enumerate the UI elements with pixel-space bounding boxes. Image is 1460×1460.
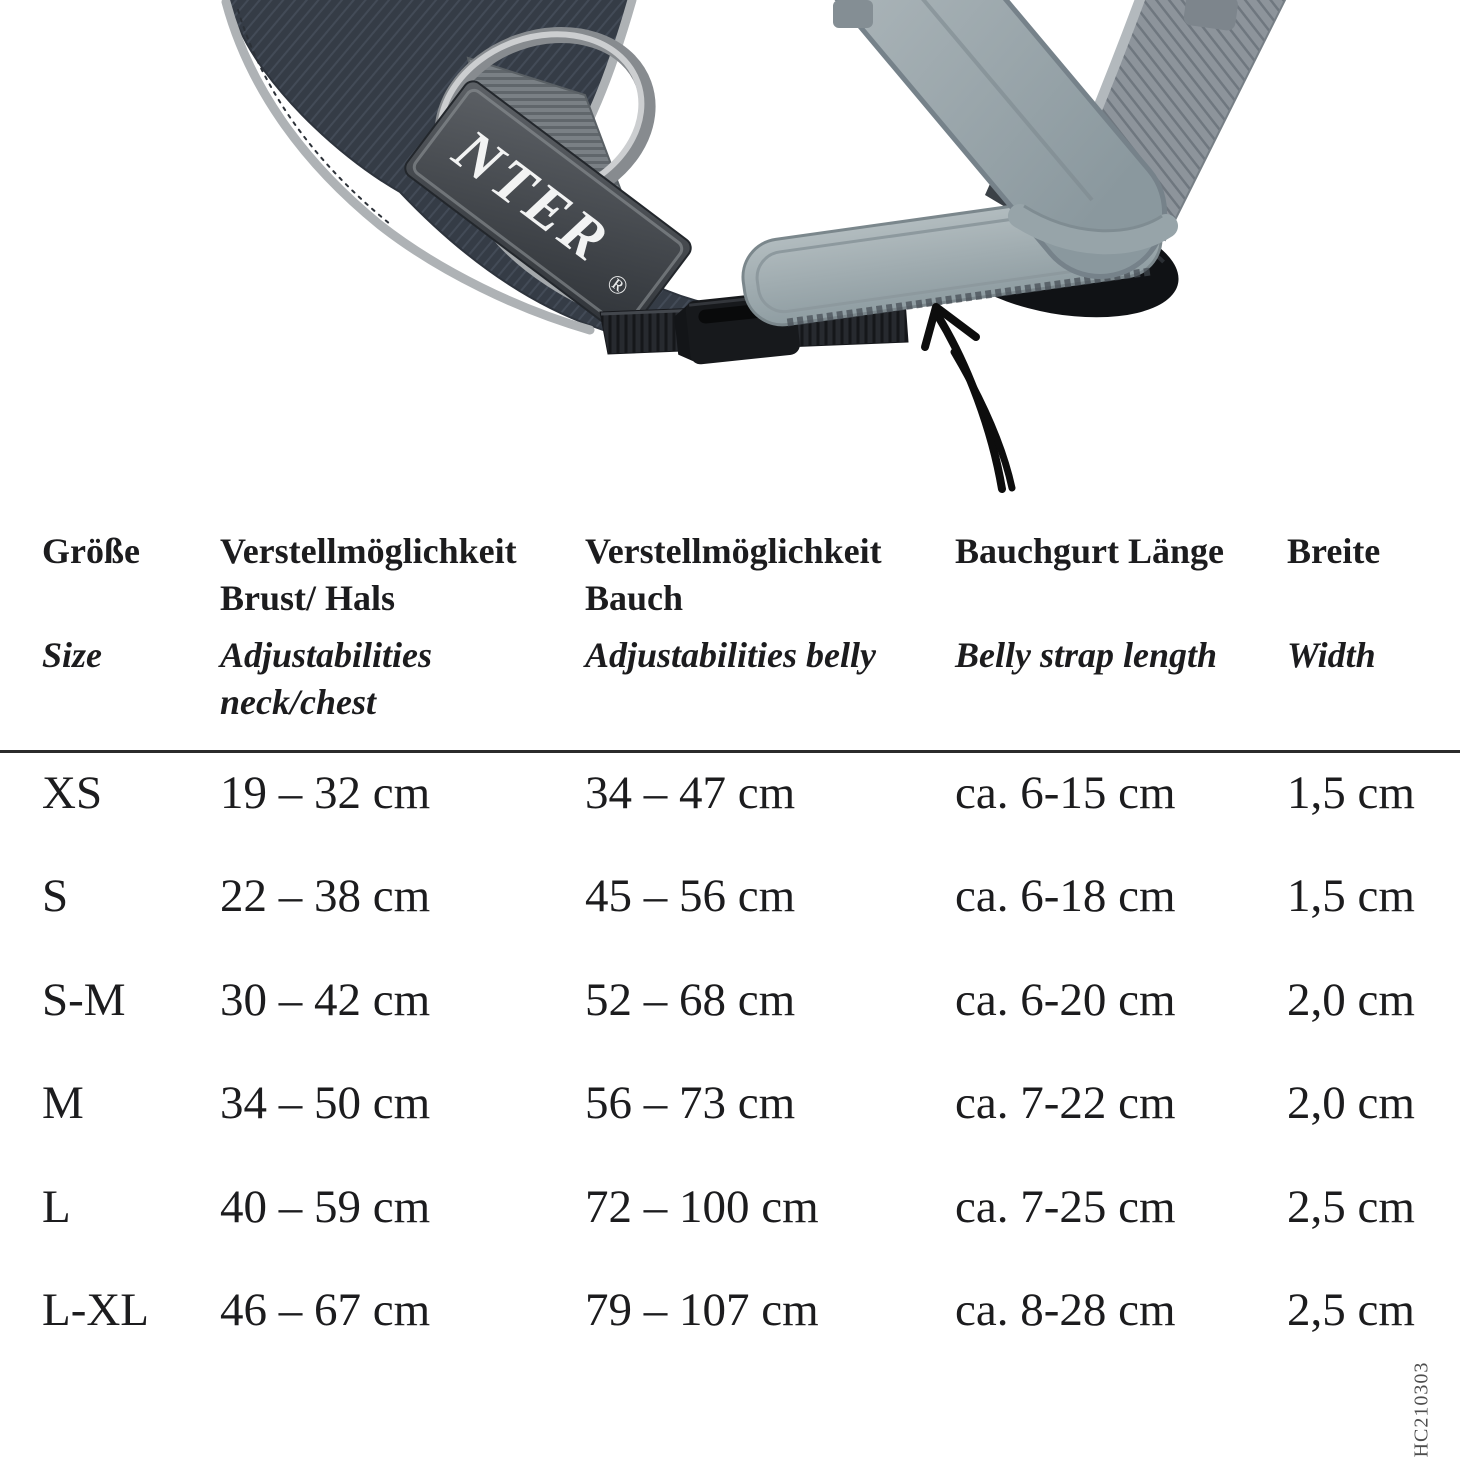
header-size-de: Größe: [42, 531, 140, 571]
harness-illustration: [0, 0, 1460, 515]
cell-belly: 72 – 100 cm: [585, 1180, 819, 1233]
cell-width: 2,0 cm: [1287, 973, 1415, 1026]
header-belly-en: Adjustabilities belly: [585, 635, 877, 675]
header-belly-strap-length-en: Belly strap length: [955, 635, 1218, 675]
cell-strap-length: ca. 6-20 cm: [955, 973, 1176, 1026]
header-neck-chest-de1: Verstellmöglichkeit: [220, 531, 517, 571]
cell-belly: 56 – 73 cm: [585, 1077, 796, 1130]
cell-strap-length: ca. 6-18 cm: [955, 870, 1176, 923]
header-neck-chest-de2: Brust/ Hals: [220, 578, 396, 618]
header-belly-strap-length-de: Bauchgurt Länge: [955, 531, 1225, 571]
cell-belly: 79 – 107 cm: [585, 1284, 819, 1337]
cell-strap-length: ca. 6-15 cm: [955, 766, 1176, 819]
cell-neck-chest: 34 – 50 cm: [220, 1077, 431, 1130]
table-row: [0, 845, 1460, 949]
cell-width: 2,5 cm: [1287, 1284, 1415, 1337]
cell-strap-length: ca. 8-28 cm: [955, 1284, 1176, 1337]
cell-belly: 34 – 47 cm: [585, 766, 796, 819]
header-width-en: Width: [1287, 635, 1376, 675]
size-table-header: [0, 528, 1460, 726]
cell-size: L: [42, 1180, 71, 1233]
cell-strap-length: ca. 7-22 cm: [955, 1077, 1176, 1130]
cell-neck-chest: 46 – 67 cm: [220, 1284, 431, 1337]
cell-width: 1,5 cm: [1287, 766, 1415, 819]
cell-neck-chest: 40 – 59 cm: [220, 1180, 431, 1233]
product-code: HC210303: [1410, 1361, 1433, 1458]
header-neck-chest-en1: Adjustabilities: [220, 635, 433, 675]
header-width: [1287, 528, 1460, 726]
cell-size: XS: [42, 766, 103, 819]
cell-width: 1,5 cm: [1287, 870, 1415, 923]
header-size-en: Size: [42, 635, 103, 675]
header-belly-strap-length: [955, 528, 1287, 726]
cell-strap-length: ca. 7-25 cm: [955, 1180, 1176, 1233]
cell-size: L-XL: [42, 1284, 150, 1337]
table-row: [0, 948, 1460, 1052]
header-size: [42, 528, 220, 726]
header-belly-de2: Bauch: [585, 578, 684, 618]
cell-belly: 45 – 56 cm: [585, 870, 796, 923]
cell-width: 2,5 cm: [1287, 1180, 1415, 1233]
product-photo: [0, 0, 1460, 515]
registered-mark: ®: [601, 267, 635, 303]
table-row: [0, 1155, 1460, 1259]
cell-size: S-M: [42, 973, 126, 1026]
cell-neck-chest: 22 – 38 cm: [220, 870, 431, 923]
header-neck-chest-en2: neck/chest: [220, 682, 376, 722]
header-belly-de1: Verstellmöglichkeit: [585, 531, 882, 571]
cell-width: 2,0 cm: [1287, 1077, 1415, 1130]
table-row: [0, 1259, 1460, 1363]
header-neck-chest: [220, 528, 585, 726]
cell-size: M: [42, 1077, 84, 1130]
cell-neck-chest: 19 – 32 cm: [220, 766, 431, 819]
table-row: [0, 1052, 1460, 1156]
annotation-arrow-icon: [925, 307, 1012, 489]
brand-label-text: NTER: [441, 116, 623, 276]
pad-connector-tab: [833, 0, 873, 28]
size-table-body: [0, 741, 1460, 1362]
cell-neck-chest: 30 – 42 cm: [220, 973, 431, 1026]
header-belly: [585, 528, 955, 726]
table-row: [0, 741, 1460, 845]
header-width-de: Breite: [1287, 531, 1381, 571]
cell-size: S: [42, 870, 69, 923]
cell-belly: 52 – 68 cm: [585, 973, 796, 1026]
